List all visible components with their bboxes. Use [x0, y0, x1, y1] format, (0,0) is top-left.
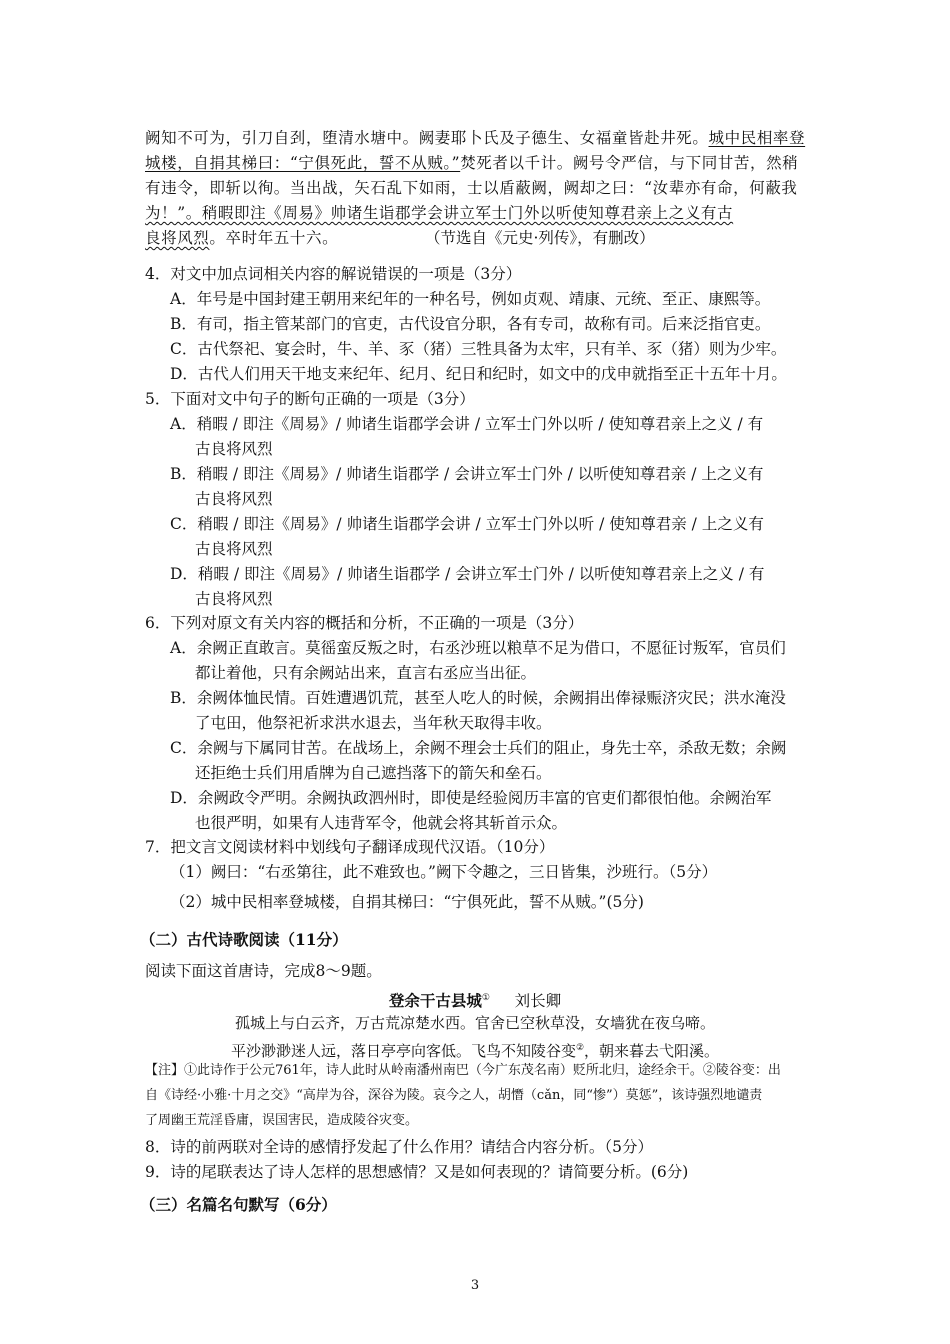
question-6-option-b: B．余阙体恤民情。百姓遭遇饥荒，甚至人吃人的时候，余阙捐出俸禄赈济灾民；洪水淹没: [170, 689, 786, 707]
question-6: 6．下列对原文有关内容的概括和分析，不正确的一项是（3分）: [145, 614, 584, 632]
poem-text: 平沙渺渺迷人远，落日亭亭向客低。飞鸟不知陵谷变: [230, 1042, 576, 1060]
question-5: 5．下面对文中句子的断句正确的一项是（3分）: [145, 390, 475, 408]
poem-note-2: 自《诗经·小雅·十月之交》“高岸为谷，深谷为陵。哀今之人，胡憯（cǎn，同“惨”）莫惩”，该诗强烈地谴责: [145, 1088, 763, 1103]
section-2-intro: 阅读下面这首唐诗，完成8～9题。: [145, 962, 382, 980]
passage-line-5: [145, 227, 338, 249]
wavy-underlined-sentence: 良将风烈: [145, 229, 210, 247]
section-3-heading: （三）名篇名句默写（6分）: [140, 1195, 337, 1214]
question-6-option-d-cont: 也很严明，如果有人违背军令，他就会将其斩首示众。: [195, 814, 568, 832]
passage-text: 阙知不可为，引刀自刭，堕清水塘中。阙妻耶卜氏及子德生、女福童皆赴井死。: [145, 129, 709, 147]
passage-text: 有违令，即斩以徇。当出战，矢石乱下如雨，士以盾蔽阙，阙却之曰：“汝辈亦有命，何蔽我: [145, 179, 798, 197]
poem-author: 刘长卿: [514, 992, 562, 1011]
poem-note-3: 了周幽王荒淫昏庸，误国害民，造成陵谷灾变。: [145, 1113, 419, 1128]
question-6-option-a: A．余阙正直敢言。莫徭蛮反叛之时，右丞沙班以粮草不足为借口，不愿征讨叛军，官员们: [170, 639, 786, 657]
passage-line-2: [145, 152, 798, 174]
question-6-option-c: C．余阙与下属同甘苦。在战场上，余阙不理会士兵们的阻止，身先士卒，杀敌无数；余阙: [170, 739, 787, 757]
passage-line-3: [145, 177, 798, 199]
question-8: 8．诗的前两联对全诗的感情抒发起了什么作用？请结合内容分析。（5分）: [145, 1138, 653, 1156]
question-4-option-a: A．年号是中国封建王朝用来纪年的一种名号，例如贞观、靖康、元统、至正、康熙等。: [170, 290, 771, 308]
question-6-option-d: D．余阙政令严明。余阙执政泗州时，即使是经验阅历丰富的官吏们都很怕他。余阙治军: [170, 789, 772, 807]
question-7: 7．把文言文阅读材料中划线句子翻译成现代汉语。（10分）: [145, 838, 555, 856]
poem-title: 登余干古县城: [388, 991, 482, 1011]
underlined-sentence: 城中民相率登: [708, 129, 806, 147]
question-7-part-1: （1）阙曰：“右丞第往，此不难致也。”阙下令趣之，三日皆集，沙班行。（5分）: [170, 863, 718, 881]
wavy-underlined-sentence: 为！”。稍暇即注《周易》帅诸生诣郡学会讲立军士门外以听使知尊君亲上之义有古: [145, 204, 734, 222]
underlined-sentence: 城楼，自捐其梯曰：“宁俱死此，誓不从贼。”: [145, 154, 461, 172]
poem-text: ，朝来暮去弋阳溪。: [584, 1042, 720, 1060]
page-number: 3: [470, 1278, 480, 1293]
question-5-option-c-cont: 古良将风烈: [195, 540, 273, 558]
question-4-option-c: C．古代祭祀、宴会时，牛、羊、豕（猪）三牲具备为太牢，只有羊、豕（猪）则为少牢。: [170, 340, 787, 358]
passage-source: （节选自《元史·列传》，有删改）: [425, 229, 655, 247]
poem-line-1: 孤城上与白云齐，万古荒凉楚水西。官舍已空秋草没，女墙犹在夜乌啼。: [234, 1014, 715, 1032]
question-9: 9．诗的尾联表达了诗人怎样的思想感情？又是如何表现的？请简要分析。(6分): [145, 1163, 689, 1181]
question-4-option-b: B．有司，指主管某部门的官吏，古代设官分职，各有专司，故称有司。后来泛指官吏。: [170, 315, 771, 333]
question-6-option-c-cont: 还拒绝士兵们用盾牌为自己遮挡落下的箭矢和垒石。: [195, 764, 552, 782]
question-5-option-c: C．稍暇 / 即注《周易》/ 帅诸生诣郡学会讲 / 立军士门外以听 / 使知尊君亲 / 上之义有: [170, 515, 764, 533]
question-5-option-a-cont: 古良将风烈: [195, 440, 273, 458]
passage-text: 焚死者以千计。阙号令严信，与下同甘苦，然稍: [460, 154, 799, 172]
poem-line-2: [0, 1037, 950, 1062]
poem-title-line: [0, 987, 950, 1012]
question-5-option-a: A．稍暇 / 即注《周易》/ 帅诸生诣郡学会讲 / 立军士门外以听 / 使知尊君亲上之义 / 有: [170, 415, 764, 433]
question-5-option-b: B．稍暇 / 即注《周易》/ 帅诸生诣郡学 / 会讲立军士门外 / 以听使知尊君亲 / 上之义有: [170, 465, 764, 483]
question-6-option-b-cont: 了屯田，他祭祀祈求洪水退去，当年秋天取得丰收。: [195, 714, 552, 732]
question-7-part-2: （2）城中民相率登城楼，自捐其梯曰：“宁俱死此，誓不从贼。”(5分): [170, 893, 644, 911]
question-4-option-d: D．古代人们用天干地支来纪年、纪月、纪日和纪时，如文中的戊申就指至正十五年十月。: [170, 365, 787, 383]
poem-note-mark: ②: [575, 1043, 585, 1053]
passage-line-1: [145, 127, 805, 149]
section-2-heading: （二）古代诗歌阅读（11分）: [140, 930, 348, 949]
passage-text: 。卒时年五十六。: [209, 229, 339, 247]
passage-line-4: [145, 202, 733, 224]
question-5-option-d: D．稍暇 / 即注《周易》/ 帅诸生诣郡学 / 会讲立军士门外 / 以听使知尊君亲上之义 / 有: [170, 565, 765, 583]
question-4: 4．对文中加点词相关内容的解说错误的一项是（3分）: [145, 265, 522, 283]
poem-note-mark: ①: [481, 993, 490, 1003]
poem-note-1: 【注】①此诗作于公元761年，诗人此时从岭南潘州南巴（今广东茂名南）贬所北归，途经余干。②陵谷变：出: [145, 1063, 781, 1078]
question-5-option-b-cont: 古良将风烈: [195, 490, 273, 508]
question-6-option-a-cont: 都让着他，只有余阙站出来，直言右丞应当出征。: [195, 664, 537, 682]
question-5-option-d-cont: 古良将风烈: [195, 590, 273, 608]
